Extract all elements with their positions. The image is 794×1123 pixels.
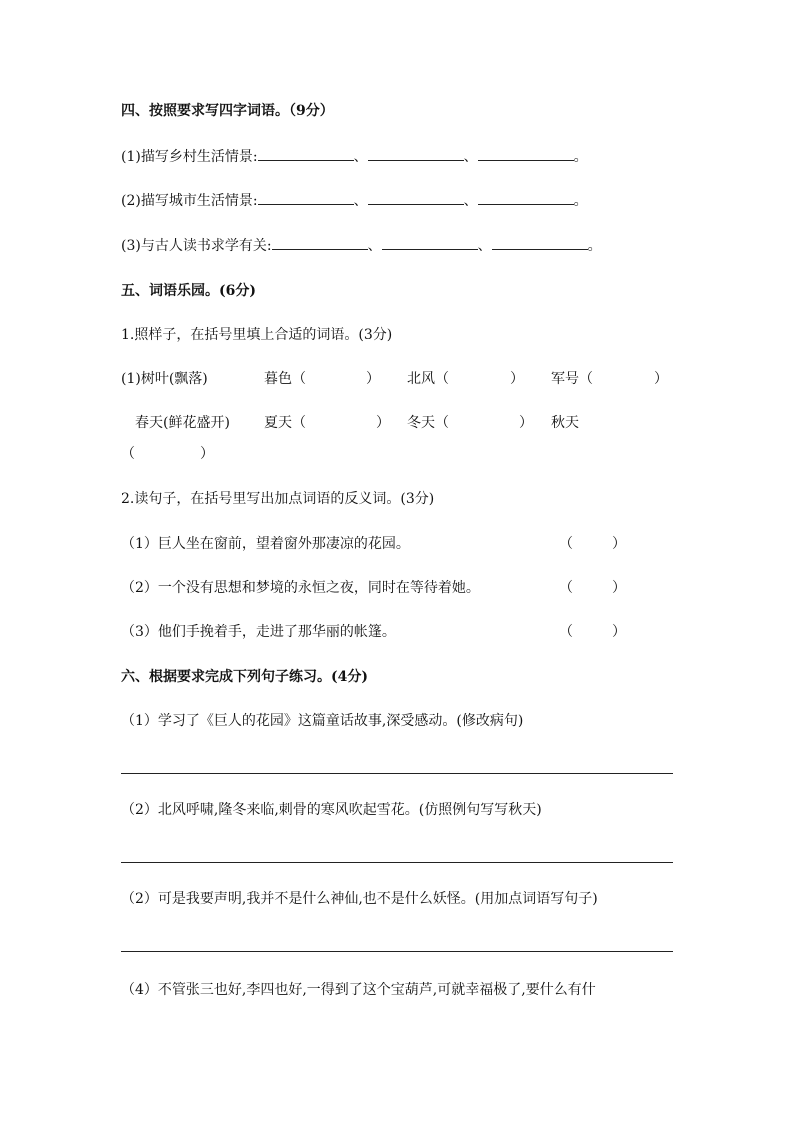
separator: 、 (353, 193, 368, 209)
section-6-item-1: （1）学习了《巨人的花园》这篇童话故事,深受感动。(修改病句) (121, 713, 524, 729)
answer-blank[interactable] (258, 191, 354, 205)
answer-paren-close[interactable]: ） (612, 624, 626, 640)
fill-word-open: 北风（ (407, 371, 449, 387)
end-mark: 。 (573, 149, 588, 165)
answer-blank[interactable] (258, 147, 354, 161)
fill-word-close[interactable]: ） (654, 371, 668, 387)
answer-blank[interactable] (478, 147, 574, 161)
separator: 、 (367, 238, 382, 254)
section-4-item-2 (121, 191, 588, 211)
separator: 、 (477, 238, 492, 254)
section-6-item-2: （2）北风呼啸,隆冬来临,刺骨的寒风吹起雪花。(仿照例句写写秋天) (121, 802, 542, 818)
q2-sentence-3: （3）他们手挽着手，走进了那华丽的帐篷。 (121, 624, 396, 640)
answer-blank[interactable] (368, 147, 464, 161)
answer-blank[interactable] (272, 236, 368, 250)
section-5-q2-prompt: 2.读句子，在括号里写出加点词语的反义词。(3分) (121, 491, 435, 507)
section-6-title: 六、根据要求完成下列句子练习。(4分) (121, 669, 368, 685)
item-label: (2)描写城市生活情景: (121, 193, 258, 209)
example-word: 春天(鲜花盛开) (135, 415, 230, 431)
separator: 、 (463, 193, 478, 209)
answer-blank[interactable] (492, 236, 588, 250)
answer-paren-open: （ (559, 624, 573, 640)
answer-line[interactable] (121, 773, 673, 774)
answer-blank[interactable] (368, 191, 464, 205)
fill-word-close[interactable]: ） (510, 371, 524, 387)
separator: 、 (463, 149, 478, 165)
fill-word-open: 暮色（ (264, 371, 306, 387)
q2-sentence-1: （1）巨人坐在窗前，望着窗外那凄凉的花园。 (121, 536, 410, 552)
section-6-item-3: （2）可是我要声明,我并不是什么神仙,也不是什么妖怪。(用加点词语写句子) (121, 891, 598, 907)
example-word: (1)树叶(飘落) (121, 371, 208, 387)
answer-paren-close[interactable]: ） (612, 536, 626, 552)
section-4-item-1 (121, 147, 588, 167)
end-mark: 。 (573, 193, 588, 209)
fill-word-close[interactable]: ） (519, 415, 533, 431)
section-4-title: 四、按照要求写四字词语。（9分） (121, 103, 334, 119)
end-mark: 。 (587, 238, 602, 254)
separator: 、 (353, 149, 368, 165)
answer-paren-open: （ (559, 580, 573, 596)
fill-word-open: 夏天（ (264, 415, 306, 431)
fill-word-close[interactable]: ） (366, 371, 380, 387)
fill-word-open: （ (121, 446, 135, 462)
fill-word-close[interactable]: ） (200, 446, 214, 462)
section-6-item-4: （4）不管张三也好,李四也好,一得到了这个宝葫芦,可就幸福极了,要什么有什 (121, 982, 596, 998)
q2-sentence-2: （2）一个没有思想和梦境的永恒之夜，同时在等待着她。 (121, 580, 480, 596)
section-4-item-3 (121, 236, 602, 256)
answer-paren-close[interactable]: ） (612, 580, 626, 596)
answer-blank[interactable] (478, 191, 574, 205)
item-label: (1)描写乡村生活情景: (121, 149, 258, 165)
fill-word-close[interactable]: ） (376, 415, 390, 431)
section-5-q1-prompt: 1.照样子，在括号里填上合适的词语。(3分) (121, 327, 393, 343)
section-5-title: 五、词语乐园。(6分) (121, 283, 256, 299)
fill-word-open: 军号（ (551, 371, 593, 387)
answer-paren-open: （ (559, 536, 573, 552)
fill-word-open: 冬天（ (407, 415, 449, 431)
answer-line[interactable] (121, 951, 673, 952)
answer-line[interactable] (121, 862, 673, 863)
item-label: (3)与古人读书求学有关: (121, 238, 272, 254)
answer-blank[interactable] (382, 236, 478, 250)
fill-word-label: 秋天 (551, 415, 579, 431)
